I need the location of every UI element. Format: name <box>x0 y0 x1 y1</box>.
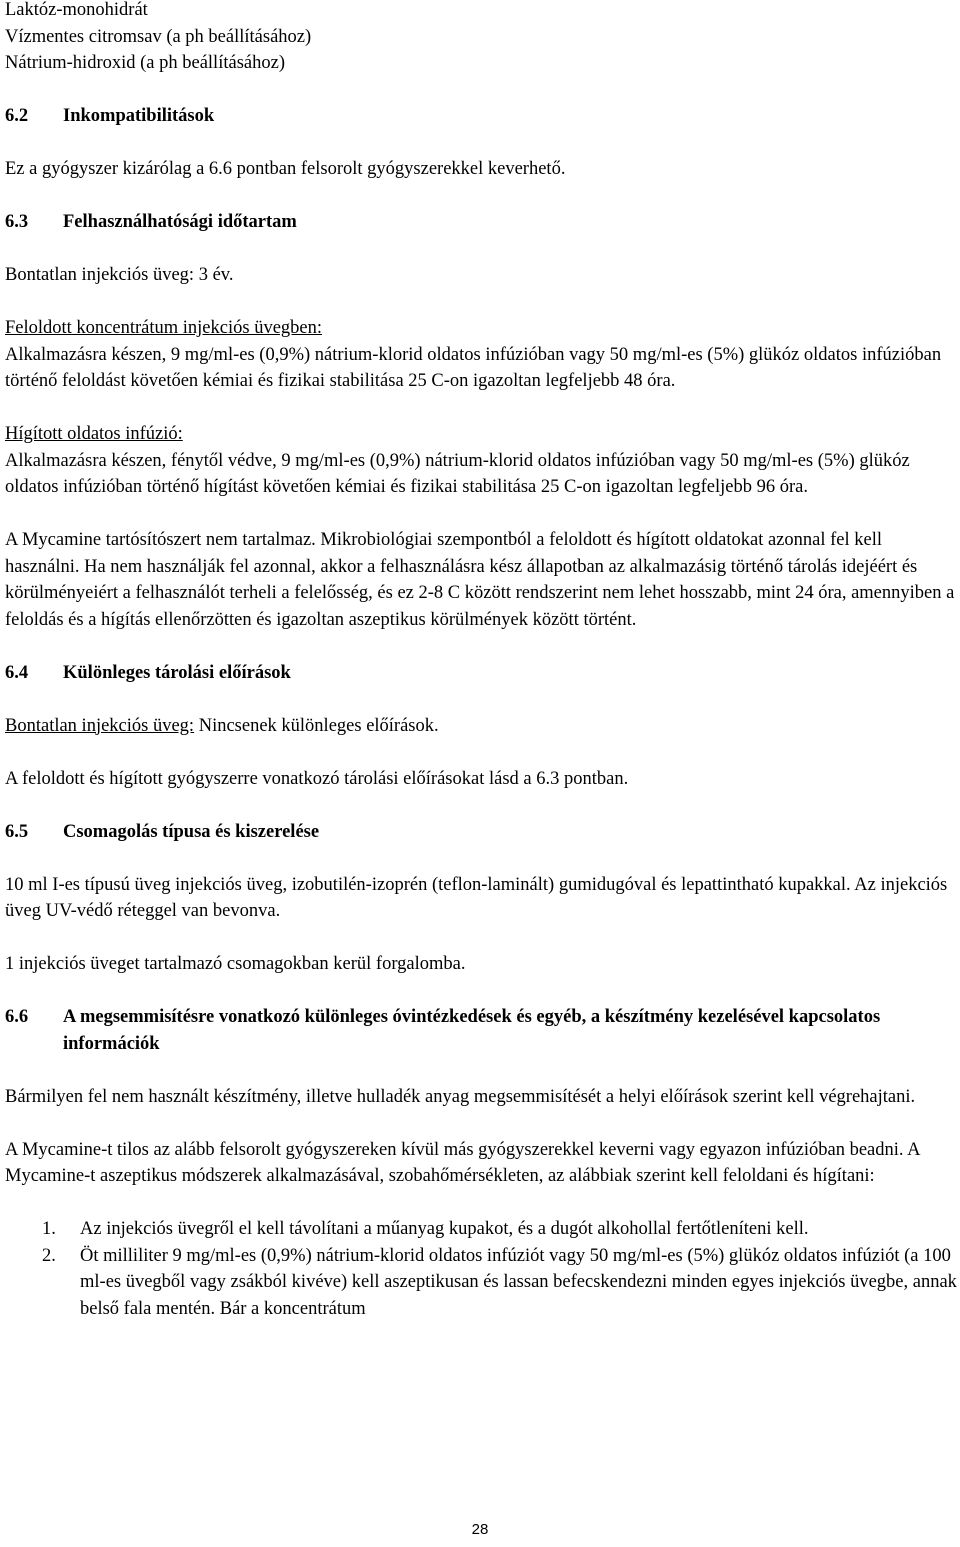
list-item-text: Az injekciós üvegről el kell távolítani a műanyag kupakot, és a dugót alkohollal fertőtleníteni kell. <box>80 1219 809 1239</box>
section-heading-6-4 <box>5 660 960 687</box>
section-title: Felhasználhatósági időtartam <box>63 212 297 232</box>
excipient-line: Nátrium-hidroxid (a ph beállításához) <box>5 53 285 73</box>
reconstituted-label: Feloldott koncentrátum injekciós üvegben: <box>5 318 323 338</box>
preservative-text: A Mycamine tartósítószert nem tartalmaz. Mikrobiológiai szempontból a feloldott és hígított oldatokat azonnal fel kell használni. Ha nem használják fel azonnal, akkor a felhasználásra kész állapotban az alkalmazásig történő tárolás idejéért és körülményeiért a felhasználót terheli a felelősség, és ez 2-8 C között rendszerint nem lehet hosszabb, mint 24 óra, amennyiben a feloldás és a hígítás ellenőrzötten és igazoltan aszeptikus körülmények között történt. <box>5 530 955 630</box>
container-text: 10 ml I-es típusú üveg injekciós üveg, izobutilén-izoprén (teflon-laminált) gumidugóval és lepattintható kupakkal. Az injekciós üveg UV-védő réteggel van bevonva. <box>5 874 948 921</box>
section-heading-6-3 <box>5 209 960 236</box>
storage-unopened-label: Bontatlan injekciós üveg: <box>5 715 195 736</box>
page-number: 28 <box>471 1521 489 1538</box>
list-item <box>5 1216 960 1243</box>
section-number: 6.3 <box>5 212 29 232</box>
disposal-text: Bármilyen fel nem használt készítmény, illetve hulladék anyag megsemmisítését a helyi előírások szerint kell végrehajtani. <box>5 1086 916 1107</box>
list-item <box>5 1243 960 1323</box>
incompatibility-text: Ez a gyógyszer kizárólag a 6.6 pontban felsorolt gyógyszerekkel keverhető. <box>5 159 566 179</box>
section-heading-6-6 <box>5 1004 960 1057</box>
list-item-text: Öt milliliter 9 mg/ml-es (0,9%) nátrium-klorid oldatos infúziót vagy 50 mg/ml-es (5%) glükóz oldatos infúziót (a 100 ml-es üvegből vagy zsákból kivéve) kell aszeptikusan és lassan befecskendezni minden egyes injekciós üvegbe, annak belső fala mentén. Bár a koncentrátum <box>80 1245 957 1319</box>
storage-unopened <box>5 713 960 740</box>
list-marker: 1. <box>42 1219 56 1239</box>
excipient-line: Vízmentes citromsav (a ph beállításához) <box>5 26 312 47</box>
section-heading-6-2 <box>5 103 960 130</box>
section-number: 6.5 <box>5 821 29 842</box>
section-title: A megsemmisítésre vonatkozó különleges óvintézkedések és egyéb, a készítmény kezelésével kapcsolatos információk <box>63 1007 881 1054</box>
section-title: Különleges tárolási előírások <box>63 662 291 683</box>
excipient-line: Laktóz-monohidrát <box>5 0 148 20</box>
storage-reconstituted-text: A feloldott és hígított gyógyszerre vonatkozó tárolási előírásokat lásd a 6.3 pontban. <box>5 768 629 789</box>
diluted-label: Hígított oldatos infúzió: <box>5 424 183 444</box>
reconstituted-text: Alkalmazásra készen, 9 mg/ml-es (0,9%) nátrium-klorid oldatos infúzióban vagy 50 mg/ml-es (5%) glükóz oldatos infúzióban történő feloldást követően kémiai és fizikai stabilitása 25 C-on igazoltan legfeljebb 48 óra. <box>5 344 942 391</box>
handling-steps-list <box>5 1216 960 1322</box>
section-heading-6-5 <box>5 819 960 846</box>
section-number: 6.2 <box>5 106 29 126</box>
handling-text: A Mycamine-t tilos az alább felsorolt gyógyszereken kívül más gyógyszerekkel keverni vagy egyazon infúzióban beadni. A Mycamine-t aszeptikus módszerek alkalmazásával, szobahőmérsékleten, az alábbiak szerint kell feloldani és hígítani: <box>5 1139 920 1186</box>
section-number: 6.6 <box>5 1007 29 1027</box>
diluted-text: Alkalmazásra készen, fénytől védve, 9 mg/ml-es (0,9%) nátrium-klorid oldatos infúzióban vagy 50 mg/ml-es (5%) glükóz oldatos infúzióban történő hígítást követően kémiai és fizikai stabilitása 25 C-on igazoltan legfeljebb 96 óra. <box>5 450 910 497</box>
shelf-life-unopened: Bontatlan injekciós üveg: 3 év. <box>5 265 234 285</box>
section-title: Inkompatibilitások <box>63 106 215 126</box>
section-number: 6.4 <box>5 662 29 683</box>
storage-unopened-text: Nincsenek különleges előírások. <box>194 715 439 736</box>
pack-size-text: 1 injekciós üveget tartalmazó csomagokban kerül forgalomba. <box>5 954 466 974</box>
list-marker: 2. <box>42 1245 56 1266</box>
section-title: Csomagolás típusa és kiszerelése <box>63 821 320 842</box>
document-page <box>5 0 960 1322</box>
